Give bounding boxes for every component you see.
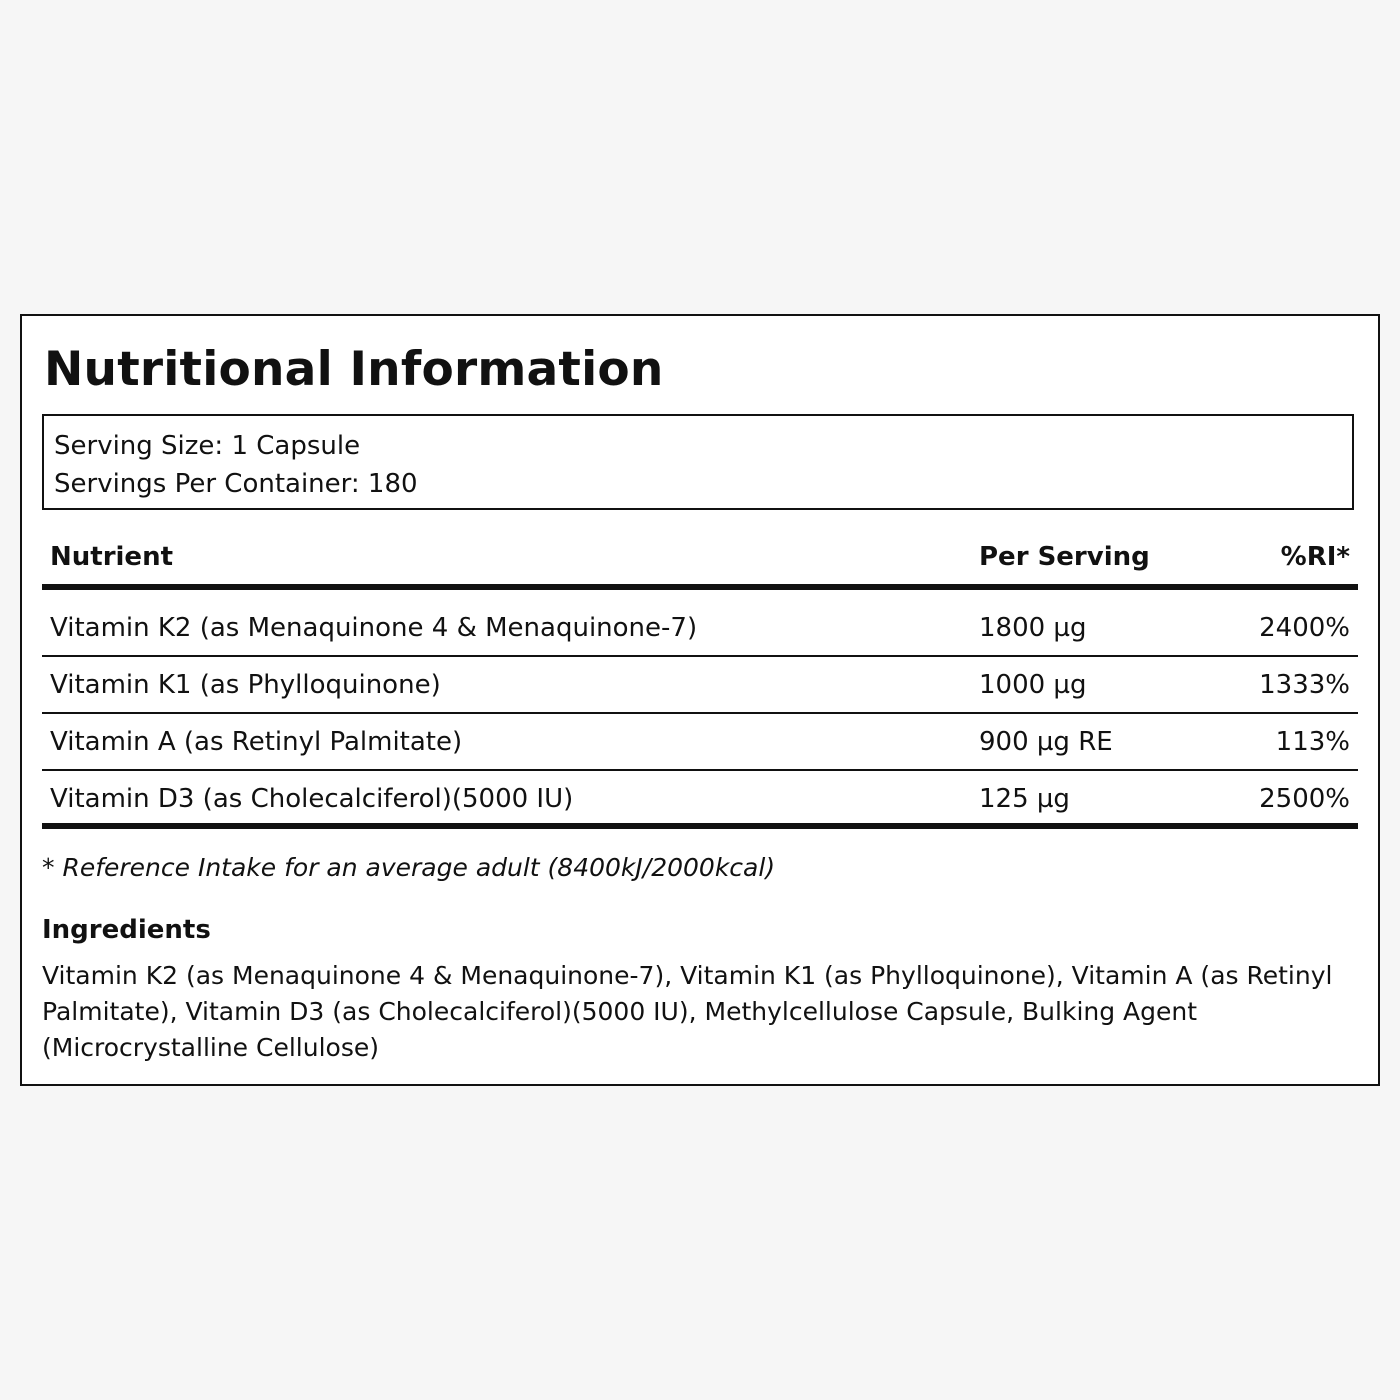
nutrient-amount: 125 µg: [979, 784, 1070, 814]
nutrient-table: [42, 600, 1358, 826]
nutrient-ri: 2400%: [1259, 613, 1350, 643]
table-row: [42, 771, 1358, 826]
nutrient-name: Vitamin K1 (as Phylloquinone): [50, 670, 441, 700]
reference-intake-footnote: * Reference Intake for an average adult (8400kJ/2000kcal): [42, 853, 776, 882]
ingredients-list: Vitamin K2 (as Menaquinone 4 & Menaquinone-7), Vitamin K1 (as Phylloquinone), Vitamin A (as Retinyl Palmitate), Vitamin D3 (as Cholecalciferol)(5000 IU), Methylcellulose Capsule, Bulking Agent (Microcrystalline Cellulose): [42, 961, 1333, 1062]
page-title: Nutritional Information: [44, 342, 664, 397]
nutrient-ri: 2500%: [1259, 784, 1350, 814]
nutrient-amount: 1800 µg: [979, 613, 1087, 643]
nutrient-ri: 1333%: [1259, 670, 1350, 700]
nutrient-name: Vitamin A (as Retinyl Palmitate): [50, 727, 463, 757]
table-row: [42, 600, 1358, 657]
column-header-per-serving: Per Serving: [979, 542, 1150, 572]
table-bottom-divider: [42, 823, 1358, 829]
serving-info-box: [42, 414, 1354, 510]
table-row: [42, 657, 1358, 714]
servings-per-container: Servings Per Container: 180: [54, 469, 418, 499]
nutrient-amount: 900 µg RE: [979, 727, 1113, 757]
header-divider: [42, 584, 1358, 590]
table-row: [42, 714, 1358, 771]
serving-size: Serving Size: 1 Capsule: [54, 431, 361, 461]
nutrition-label: [20, 314, 1380, 1086]
nutrient-ri: 113%: [1275, 727, 1350, 757]
nutrient-name: Vitamin K2 (as Menaquinone 4 & Menaquinone-7): [50, 613, 698, 643]
column-header-ri: %RI*: [1280, 542, 1350, 572]
nutrient-amount: 1000 µg: [979, 670, 1087, 700]
column-header-nutrient: Nutrient: [50, 542, 174, 572]
ingredients-heading: Ingredients: [42, 915, 211, 945]
nutrient-name: Vitamin D3 (as Cholecalciferol)(5000 IU): [50, 784, 574, 814]
